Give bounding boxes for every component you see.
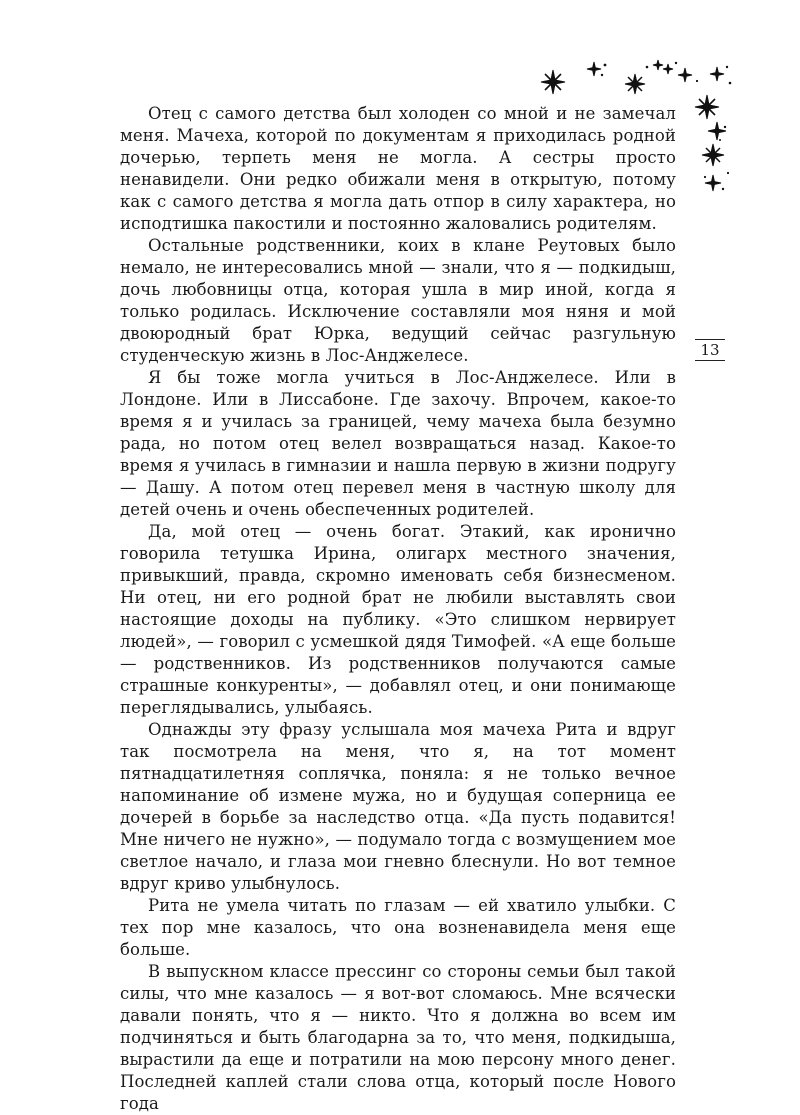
body-text: [120, 103, 676, 1115]
paragraph: Остальные родственники, коих в клане Реутовых было немало, не интересовались мной — знали, что я — подкидыш, дочь любовницы отца, которая ушла в мир иной, когда я только родилась. Исключение составляли моя няня и мой двоюродный брат Юрка, ведущий сейчас разгульную студенческую жизнь в Лос-Анджелесе.: [120, 236, 676, 365]
paragraph: Да, мой отец — очень богат. Этакий, как иронично говорила тетушка Ирина, олигарх местного значения, привыкший, правда, скромно именовать себя бизнесменом. Ни отец, ни его родной брат не любили выставлять свои настоящие доходы на публику. «Это слишком нервирует людей», — говорил с усмешкой дядя Тимофей. «А еще больше — родственников. Из родственников получаются самые страшные конкуренты», — добавлял отец, и они понимающе переглядывались, улыбаясь.: [120, 522, 676, 717]
paragraph: Отец с самого детства был холоден со мной и не замечал меня. Мачеха, которой по документам я приходилась родной дочерью, терпеть меня не могла. А сестры просто ненавидели. Они редко обижали меня в открытую, потому как с самого детства я могла дать отпор в силу характера, но исподтишка пакостили и постоянно жаловались родителям.: [120, 104, 676, 233]
paragraph: Я бы тоже могла учиться в Лос-Анджелесе. Или в Лондоне. Или в Лиссабоне. Где захочу. Впрочем, какое-то время я и училась за границей, чему мачеха была безумно рада, но потом отец велел возвращаться назад. Какое-то время я училась в гимназии и нашла первую в жизни подругу — Дашу. А потом отец перевел меня в частную школу для детей очень и очень обеспеченных родителей.: [120, 368, 676, 519]
paragraph: Рита не умела читать по глазам — ей хватило улыбки. С тех пор мне казалось, что она возненавидела меня еще больше.: [120, 896, 676, 959]
paragraph: Однажды эту фразу услышала моя мачеха Рита и вдруг так посмотрела на меня, что я, на тот момент пятнадцатилетняя соплячка, поняла: я не только вечное напоминание об измене мужа, но и будущая соперница ее дочерей в борьбе за наследство отца. «Да пусть подавится! Мне ничего не нужно», — подумало тогда с возмущением мое светлое начало, и глаза мои гневно блеснули. Но вот темное вдруг криво улыбнулось.: [120, 720, 676, 893]
page-number: 13: [695, 339, 725, 361]
paragraph: В выпускном классе прессинг со стороны семьи был такой силы, что мне казалось — я вот-вот сломаюсь. Мне всячески давали понять, что я — никто. Что я должна во всем им подчиняться и быть благодарна за то, что меня, подкидыша, вырастили да еще и потратили на мою персону много денег. Последней каплей стали слова отца, который после Нового года: [120, 962, 676, 1113]
